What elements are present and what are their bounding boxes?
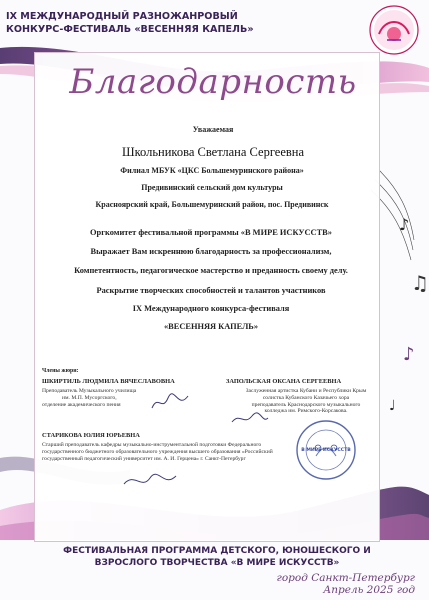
org-line-1: Филиал МБУК «ЦКС Большемуринского района»: [120, 166, 304, 175]
jury-member-1-desc: [42, 388, 136, 408]
svg-text:♫: ♫: [411, 271, 429, 295]
message-line-2: Выражает Вам искреннюю благодарность за профессионализм,: [90, 247, 332, 256]
jury-member-1-desc-1: Преподаватель Музыкального училища: [42, 388, 137, 394]
jury-member-2-desc-1: Заслуженная артистка Кубани и Республики Крым: [245, 388, 367, 394]
message-line-5: IX Международного конкурса-фестиваля: [132, 304, 290, 313]
footer-program: [22, 545, 412, 569]
message-line-4: Раскрытие творческих способностей и талантов участников: [96, 286, 326, 295]
jury-member-2-signature: [230, 410, 270, 428]
header-line-1: IX МЕЖДУНАРОДНЫЙ РАЗНОЖАНРОВЫЙ: [6, 11, 238, 22]
jury-member-3-desc-1: Старший преподаватель кафедры музыкально-инструментальной подготовки Федерального: [42, 442, 262, 448]
footer-city: город Санкт-Петербург: [276, 572, 415, 584]
message-line-1: Оргкомитет фестивальной программы «В МИРЕ ИСКУССТВ»: [90, 228, 332, 237]
festival-logo: [367, 4, 421, 56]
message-line-6: «ВЕСЕННЯЯ КАПЕЛЬ»: [163, 322, 259, 331]
certificate-title: Благодарность: [69, 62, 357, 102]
header-line-2: КОНКУРС-ФЕСТИВАЛЬ «ВЕСЕННЯЯ КАПЕЛЬ»: [6, 24, 254, 35]
svg-text:♪: ♪: [399, 215, 410, 234]
stamp-text: В МИРЕ ИСКУССТВ: [301, 448, 351, 453]
org-line-3: Красноярский край, Большемуринский район, пос. Предивинск: [95, 200, 329, 209]
jury-member-1-desc-3: отделение академического пения: [42, 401, 121, 408]
footer-line-1: ФЕСТИВАЛЬНАЯ ПРОГРАММА ДЕТСКОГО, ЮНОШЕСКОГО И: [63, 546, 371, 556]
footer-date: Апрель 2025 год: [323, 584, 415, 596]
jury-member-2-desc-4: колледжа им. Римского-Корсакова.: [264, 408, 348, 415]
message-line-3: Компетентность, педагогическое мастерство и преданность своему делу.: [74, 266, 348, 275]
jury-member-2-desc-3: преподаватель Краснодарского музыкального: [251, 401, 361, 408]
jury-member-1-desc-2: им. М.П. Мусоргского,: [62, 394, 117, 401]
recipient-name: Школьникова Светлана Сергеевна: [121, 145, 305, 159]
footer-line-2: ВЗРОСЛОГО ТВОРЧЕСТВА «В МИРЕ ИСКУССТВ»: [94, 558, 340, 568]
jury-member-3-desc-2: государственного бюджетного образовательного учреждения высшего образования «Российский: [42, 448, 273, 455]
svg-text:♪: ♪: [403, 344, 415, 365]
festival-header: [6, 10, 306, 36]
svg-text:♩: ♩: [389, 398, 396, 414]
jury-member-2-name: ЗАПОЛЬСКАЯ ОКСАНА СЕРГЕЕВНА: [226, 378, 342, 385]
org-line-2: Предивинский сельский дом культуры: [141, 183, 283, 192]
jury-member-3-desc-3: государственный педагогический университет им. А. И. Герцена» г. Санкт-Петербург: [42, 455, 246, 462]
salutation: Уважаемая: [192, 125, 234, 134]
jury-member-3-signature: [120, 470, 180, 494]
jury-member-3-name: СТАРИКОВА ЮЛИЯ ЮРЬЕВНА: [42, 432, 140, 439]
jury-member-1-name: ШКИРТИЛЬ ЛЮДМИЛА ВЯЧЕСЛАВОВНА: [42, 378, 175, 385]
jury-member-2-desc-2: солистка Кубанского Казачьего хора: [262, 394, 350, 401]
jury-member-1-signature: [150, 392, 190, 414]
jury-title: Члены жюри:: [42, 368, 79, 374]
